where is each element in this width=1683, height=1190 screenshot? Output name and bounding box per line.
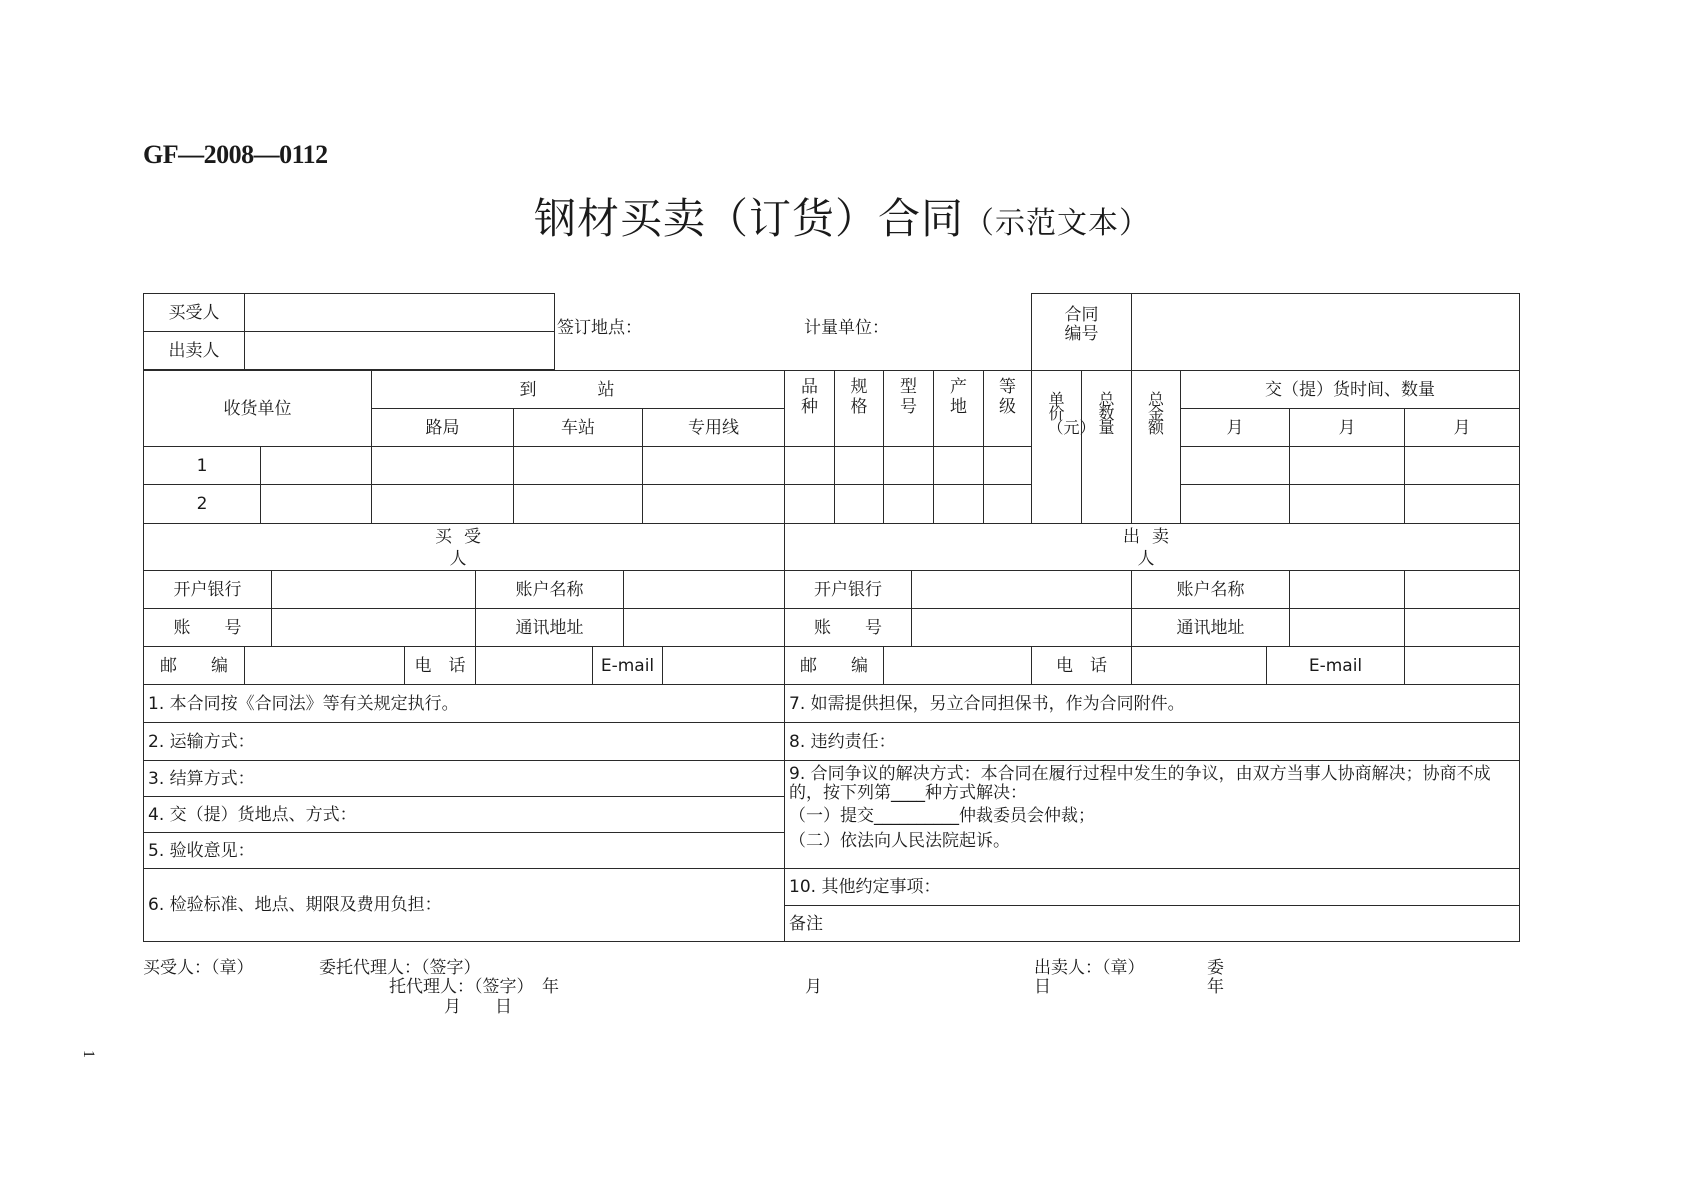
seller-account-no-label: 账 号 (784, 608, 912, 647)
buyer-name-field[interactable] (244, 293, 555, 332)
buyer-phone-label: 电 话 (404, 646, 476, 685)
seller-postcode-label: 邮 编 (784, 646, 884, 685)
signature-month: 月 (805, 977, 822, 997)
row-number-1: 1 (143, 446, 261, 485)
buyer-account-no-field[interactable] (271, 608, 476, 647)
seller-phone-label: 电 话 (1031, 646, 1132, 685)
grade-field-1[interactable] (983, 446, 1032, 485)
arrival-station-header: 到 站 (371, 370, 785, 409)
seller-phone-field[interactable] (1131, 646, 1267, 685)
month-header-2: 月 (1289, 408, 1405, 447)
variety-field-2[interactable] (784, 484, 835, 524)
station-field-2[interactable] (513, 484, 643, 524)
signature-day: 日 (1034, 977, 1051, 997)
seller-account-name-label: 账户名称 (1131, 570, 1290, 609)
term-7-guarantee: 7. 如需提供担保，另立合同担保书，作为合同附件。 (784, 684, 1520, 723)
private-line-field-1[interactable] (642, 446, 785, 485)
term-1: 1. 本合同按《合同法》等有关规定执行。 (143, 684, 785, 723)
buyer-seal: 买受人：（章） (143, 958, 254, 978)
month-field-1-1[interactable] (1180, 446, 1290, 485)
contract-no-field[interactable] (1131, 293, 1520, 371)
seller-seal: 出卖人：（章） (1034, 958, 1145, 978)
buyer-label: 买受人 (143, 293, 245, 332)
total-amount-header: 总金额 (1131, 370, 1181, 524)
term-9-text: 9. 合同争议的解决方式：本合同在履行过程中发生的争议，由双方当事人协商解决；协商不成的，按下列第____种方式解决： (789, 764, 1491, 803)
railway-bureau-header: 路局 (371, 408, 514, 447)
delivery-header: 交（提）货时间、数量 (1180, 370, 1520, 409)
spec-header: 规格 (834, 370, 884, 447)
term-10-other[interactable]: 10. 其他约定事项： (784, 868, 1520, 906)
seller-email-label: E-mail (1266, 646, 1405, 685)
seller-postcode-field[interactable] (883, 646, 1032, 685)
month-field-2-2[interactable] (1289, 484, 1405, 524)
seller-name-field[interactable] (244, 331, 555, 370)
buyer-bank-field[interactable] (271, 570, 476, 609)
agent-signature-cont: 托代理人：（签字） 年 (389, 977, 559, 997)
month-field-1-2[interactable] (1289, 446, 1405, 485)
seller-account-name-field-extra[interactable] (1404, 570, 1520, 609)
signature-month-day: 月 日 (444, 997, 512, 1017)
buyer-agent-signature: 委托代理人：（签字） (319, 958, 481, 978)
buyer-address-field[interactable] (623, 608, 785, 647)
seller-agent-signature: 委 (1207, 958, 1224, 978)
buyer-account-name-field[interactable] (623, 570, 785, 609)
contract-code: GF—2008—0112 (143, 140, 328, 169)
contract-no-label: 合同编号 (1031, 293, 1132, 371)
page-number: 1 (80, 1050, 97, 1058)
month-field-2-3[interactable] (1404, 484, 1520, 524)
month-field-1-3[interactable] (1404, 446, 1520, 485)
variety-field-1[interactable] (784, 446, 835, 485)
remark-field[interactable]: 备注 (784, 905, 1520, 942)
private-line-header: 专用线 (642, 408, 785, 447)
sign-place-label: 签订地点： (557, 318, 642, 338)
page-title (534, 186, 1150, 246)
month-header-1: 月 (1180, 408, 1290, 447)
month-field-2-1[interactable] (1180, 484, 1290, 524)
term-2-transport[interactable]: 2. 运输方式： (143, 722, 785, 761)
total-qty-header: 总数量 (1081, 370, 1132, 524)
term-9-dispute[interactable] (784, 760, 1520, 869)
buyer-section-header: 买受人 (143, 523, 785, 571)
station-field-1[interactable] (513, 446, 643, 485)
buyer-address-label: 通讯地址 (475, 608, 624, 647)
buyer-phone-field[interactable] (475, 646, 593, 685)
contract-form (143, 293, 1520, 942)
variety-header: 品种 (784, 370, 835, 447)
title-subtitle: （示范文本） (964, 206, 1151, 241)
spec-field-2[interactable] (834, 484, 884, 524)
model-header: 型号 (883, 370, 934, 447)
seller-label: 出卖人 (143, 331, 245, 370)
buyer-bank-label: 开户银行 (143, 570, 272, 609)
grade-header: 等级 (983, 370, 1032, 447)
buyer-postcode-field[interactable] (244, 646, 405, 685)
station-header: 车站 (513, 408, 643, 447)
month-header-3: 月 (1404, 408, 1520, 447)
term-8-liability[interactable]: 8. 违约责任： (784, 722, 1520, 761)
signature-year: 年 (1207, 977, 1224, 997)
term-5-acceptance[interactable]: 5. 验收意见： (143, 832, 785, 869)
seller-address-label: 通讯地址 (1131, 608, 1290, 647)
spec-field-1[interactable] (834, 446, 884, 485)
buyer-email-field[interactable] (662, 646, 785, 685)
measure-unit-label: 计量单位： (804, 318, 889, 338)
private-line-field-2[interactable] (642, 484, 785, 524)
unit-price-header: 单价（元） (1031, 370, 1082, 524)
model-field-2[interactable] (883, 484, 934, 524)
buyer-email-label: E-mail (592, 646, 663, 685)
term-9-option-2: （二）依法向人民法院起诉。 (789, 831, 1010, 851)
railway-bureau-field-1[interactable] (371, 446, 514, 485)
seller-email-field[interactable] (1404, 646, 1520, 685)
receiver-field-1[interactable] (260, 446, 372, 485)
origin-field-2[interactable] (933, 484, 984, 524)
receiver-header: 收货单位 (143, 370, 372, 447)
seller-bank-field[interactable] (911, 570, 1132, 609)
term-6-inspection[interactable]: 6. 检验标准、地点、期限及费用负担： (143, 868, 785, 942)
seller-account-no-field[interactable] (911, 608, 1132, 647)
title-main: 钢材买卖（订货）合同 (534, 194, 965, 243)
receiver-field-2[interactable] (260, 484, 372, 524)
origin-header: 产地 (933, 370, 984, 447)
term-4-delivery[interactable]: 4. 交（提）货地点、方式： (143, 796, 785, 833)
buyer-account-name-label: 账户名称 (475, 570, 624, 609)
grade-field-2[interactable] (983, 484, 1032, 524)
railway-bureau-field-2[interactable] (371, 484, 514, 524)
seller-address-field[interactable] (1289, 608, 1405, 647)
row-number-2: 2 (143, 484, 261, 524)
seller-bank-label: 开户银行 (784, 570, 912, 609)
buyer-account-no-label: 账 号 (143, 608, 272, 647)
origin-field-1[interactable] (933, 446, 984, 485)
seller-address-field-extra[interactable] (1404, 608, 1520, 647)
seller-section-header: 出卖人 (784, 523, 1520, 571)
model-field-1[interactable] (883, 446, 934, 485)
buyer-postcode-label: 邮 编 (143, 646, 245, 685)
term-9-option-1: （一）提交__________仲裁委员会仲裁； (789, 806, 1095, 826)
seller-account-name-field[interactable] (1289, 570, 1405, 609)
term-3-settlement[interactable]: 3. 结算方式： (143, 760, 785, 797)
